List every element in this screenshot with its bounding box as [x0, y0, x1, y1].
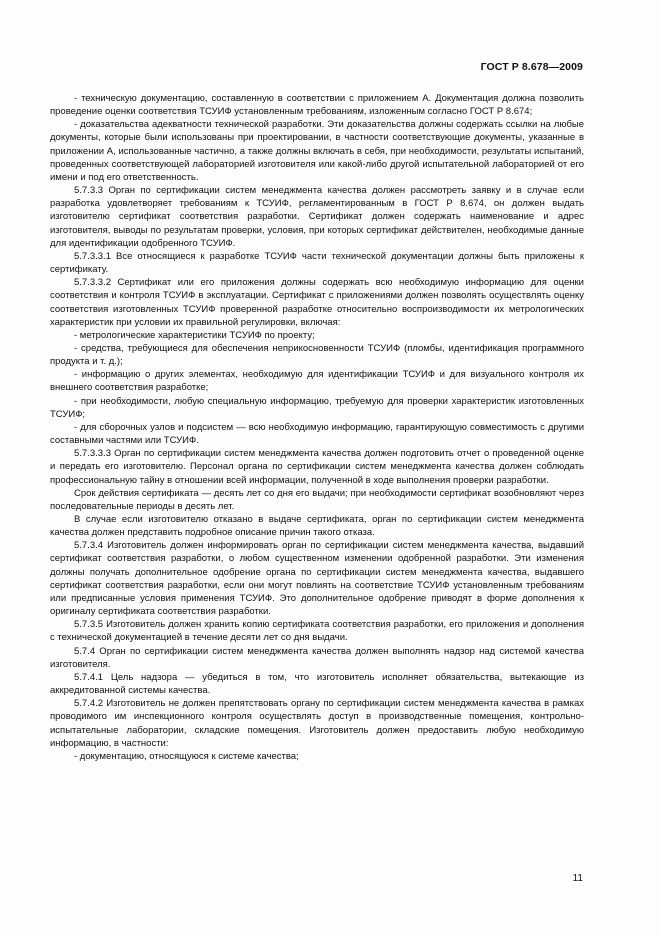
paragraph: - доказательства адекватности технической разработки. Эти доказательства должны содержать ссылки на любые документы, которые были использованы при проектировании, в частности соответствующие документы, указанные в приложении А, использованные частично, а также должны включать в себя, при необходимости, результаты испытаний, проведенных соответствующей лабораторией изготовителя или какой-либо другой испытательной лабораторией от его имени и под его ответственность.	[50, 119, 584, 183]
paragraph: 5.7.3.3.1 Все относящиеся к разработке ТСУИФ части технической документации должны быть приложены к сертификату.	[50, 250, 584, 276]
paragraph: - документацию, относящуюся к системе качества;	[74, 750, 299, 762]
paragraph: Срок действия сертификата — десять лет со дня его выдачи; при необходимости сертификат возобновляют через последовательные периоды в десять лет.	[50, 487, 584, 512]
paragraph: В случае если изготовителю отказано в выдаче сертификата, орган по сертификации систем менеджмента качества должен представить подробное описание причин такого отказа.	[50, 514, 584, 539]
paragraph: 5.7.3.3.2 Сертификат или его приложения должны содержать всю необходимую информацию для оценки соответствия и контроля ТСУИФ в эксплуатации. Сертификат с приложениями должен позволять осуществлять оценку соответствия изготовленных ТСУИФ проверенной разработке относительно воспроизводимости их метрологических характеристик при условии их правильной регулировки, включая:	[50, 277, 584, 328]
document-code: ГОСТ Р 8.678—2009	[480, 61, 583, 73]
paragraph: - техническую документацию, составленную в соответствии с приложением А. Документация должна позволить проведение оценки соответствия ТСУИФ установленным требованиям, изложенным согласно ГОСТ Р 8.674;	[50, 93, 584, 118]
paragraph: 5.7.3.3.3 Орган по сертификации систем менеджмента качества должен подготовить отчет о проведенной оценке и передать его изготовителю. Персонал органа по сертификации систем менеджмента качества должен соблюдать профессиональную тайну в отношении всей информации, полученной в ходе выполнения проверки разработки.	[50, 448, 584, 486]
paragraph: - при необходимости, любую специальную информацию, требуемую для проверки характеристик изготовленных ТСУИФ;	[50, 395, 584, 420]
paragraph: 5.7.3.3 Орган по сертификации систем менеджмента качества должен рассмотреть заявку и в случае если разработка удовлетворяет требованиям к ТСУИФ, регламентированным в ГОСТ Р 8.674, он должен выдать изготовителю сертификат соответствия разработки. Сертификат должен содержать наименование и адрес изготовителя, выводы по результатам проверки, условия, при которых сертификат действителен, необходимые данные для идентификации одобренного ТСУИФ.	[50, 185, 584, 249]
paragraph: - для сборочных узлов и подсистем — всю необходимую информацию, гарантирующую совместимость с другими составными частями или ТСУИФ.	[50, 421, 584, 447]
paragraph: 5.7.3.4 Изготовитель должен информировать орган по сертификации систем менеджмента качества, выдавший сертификат соответствия разработки, о любом существенном изменении одобренной разработки. Эти изменения должны получать дополнительное одобрение органа по сертификации систем менеджмента качества, выдавшего сертификат соответствия разработки, если они могут повлиять на соответствие ТСУИФ установленным требованиям или предписанные условия применения ТСУИФ. Это дополнительное одобрение приводят в форме дополнения к оригиналу сертификата соответствия разработки.	[50, 540, 584, 618]
document-body	[50, 92, 584, 763]
paragraph: 5.7.3.5 Изготовитель должен хранить копию сертификата соответствия разработки, его приложения и дополнения с технической документацией в течение десяти лет со дня выдачи.	[50, 619, 584, 644]
paragraph: 5.7.4.2 Изготовитель не должен препятствовать органу по сертификации систем менеджмента качества в рамках проводимого им инспекционного контроля осуществлять доступ в производственные помещения, контрольно-испытательные лаборатории, складские помещения. Изготовитель должен предоставить любую необходимую информацию, в частности:	[50, 698, 584, 749]
paragraph: - информацию о других элементах, необходимую для идентификации ТСУИФ и для визуального контроля их внешнего соответствия разработке;	[50, 369, 584, 394]
page-number: 11	[572, 873, 583, 884]
paragraph: - средства, требующиеся для обеспечения неприкосновенности ТСУИФ (пломбы, идентификация программного продукта и т. д.);	[50, 342, 584, 368]
paragraph: 5.7.4.1 Цель надзора — убедиться в том, что изготовитель исполняет обязательства, вытекающие из аккредитованной системы качества.	[50, 671, 584, 697]
paragraph: 5.7.4 Орган по сертификации систем менеджмента качества должен выполнять надзор над системой качества изготовителя.	[50, 645, 584, 670]
paragraph: - метрологические характеристики ТСУИФ по проекту;	[74, 329, 315, 341]
